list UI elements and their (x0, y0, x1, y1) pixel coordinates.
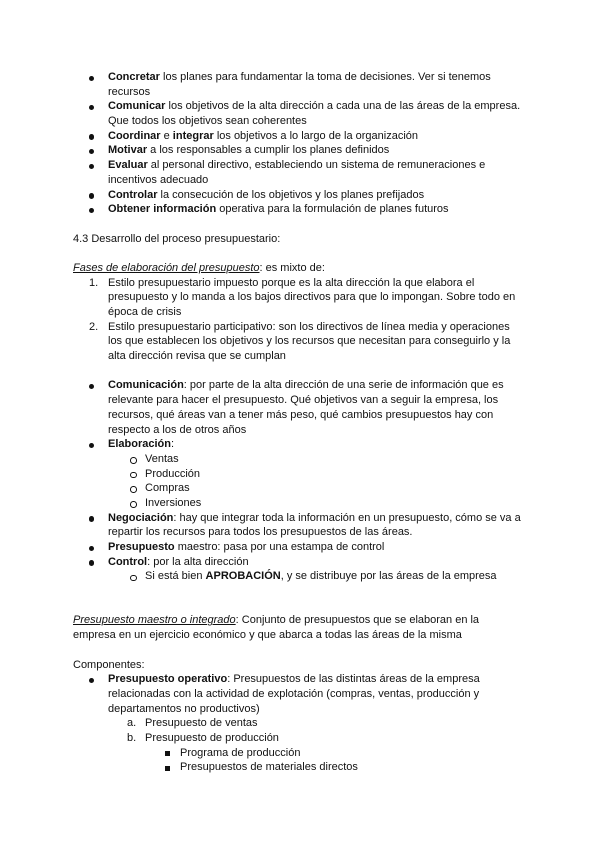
text-line (0, 320, 600, 335)
circle-bullet-icon (130, 457, 137, 464)
sub-list-item (0, 569, 600, 584)
text-line (0, 129, 600, 144)
list-number: 2. (89, 320, 99, 333)
text-line (0, 305, 600, 320)
bullet-icon (89, 516, 95, 522)
sub-list-item (0, 467, 600, 482)
objective-text: a los responsables a cumplir los planes definidos (147, 144, 390, 157)
component-label: Presupuesto operativo (108, 673, 228, 686)
step-label: Comunicación (108, 379, 184, 392)
approval-label: APROBACIÓN (205, 570, 281, 583)
objective-label: Concretar (108, 71, 160, 83)
sub-item-text: Producción (145, 467, 201, 480)
step-text: : (170, 438, 175, 451)
sub-item-text: Compras (145, 482, 190, 495)
objective-join: e (160, 129, 173, 142)
sub-list-item (0, 716, 600, 731)
bullet-icon (89, 678, 95, 684)
bullet-icon (89, 193, 95, 199)
sub-list-item (0, 452, 600, 467)
bullet-icon (89, 443, 95, 449)
bullet-icon (89, 149, 95, 155)
square-bullet-icon (165, 766, 170, 771)
text-line (0, 99, 600, 114)
text-line (0, 70, 600, 85)
sub-sub-item-text: Presupuestos de materiales directos (180, 761, 358, 774)
section-heading: 4.3 Desarrollo del proceso presupuestario: (73, 232, 281, 245)
bullet-icon (89, 546, 95, 552)
spacer (0, 643, 600, 658)
step-text: : por la alta dirección (147, 555, 249, 568)
components-list (0, 672, 600, 775)
objective-label: Evaluar (108, 159, 148, 172)
list-letter: a. (127, 717, 137, 730)
spacer (0, 246, 600, 261)
sub-sub-list-item (0, 760, 600, 775)
text-line (0, 173, 600, 188)
objective-label: Motivar (108, 144, 148, 157)
step-text: : hay que integrar toda la información en un presupuesto, cómo se va a (173, 511, 521, 524)
sub-item-text: Si está bien (145, 570, 206, 583)
text-line (0, 540, 600, 555)
budget-style-imposed (0, 276, 600, 320)
step-text: respecto a los de otros años (108, 423, 247, 436)
step-control (0, 555, 600, 584)
component-operativo (0, 672, 600, 775)
text-line (0, 393, 600, 408)
step-text: repartir los recursos para todos los presupuestos de las áreas. (108, 526, 413, 539)
text-line (0, 702, 600, 717)
sub-item-text: , y se distribuye por las áreas de la empresa (280, 570, 497, 583)
step-text: recursos, qué áreas van a tener más peso, qué cambios presupuestos hay con (108, 408, 494, 421)
objective-obtener-informacion (0, 202, 600, 217)
style-text: los que establecen los objetivos y los recursos que necesitan para conseguirlo y la (108, 335, 511, 348)
spacer (0, 217, 600, 232)
step-elaboracion (0, 437, 600, 510)
phases-intro (0, 261, 600, 276)
style-text: Estilo presupuestario impuesto porque es la alta dirección la que elabora el (108, 276, 475, 289)
objective-text: los planes para fundamentar la toma de decisiones. Ver si tenemos (159, 71, 491, 83)
objectives-list (0, 70, 600, 217)
style-text: presupuesto y lo manda a los bajos directivos para que lo impongan. Sobre todo en (108, 291, 516, 304)
text-line (0, 423, 600, 438)
square-bullet-icon (165, 751, 170, 756)
spacer (0, 584, 600, 599)
style-text: alta dirección revisa que se cumplan (108, 350, 286, 363)
step-comunicacion (0, 378, 600, 437)
text-line (0, 672, 600, 687)
style-text: época de crisis (108, 306, 182, 318)
bullet-icon (89, 105, 95, 111)
objective-text-continued: recursos (108, 85, 151, 98)
circle-bullet-icon (130, 575, 137, 582)
objective-text: los objetivos de la alta dirección a cada una de las áreas de la empresa. (165, 100, 521, 113)
text-line (0, 613, 600, 628)
objective-label: Coordinar (108, 129, 161, 142)
master-budget-title: Presupuesto maestro o integrado (73, 614, 236, 627)
list-number: 1. (89, 276, 99, 289)
step-text: relevante para hacer el presupuesto. Qué objetivos van a seguir la empresa, los (108, 394, 499, 407)
component-text: departamentos no productivos) (108, 702, 260, 715)
step-label: Elaboración (108, 438, 171, 451)
sub-sub-item-text: Programa de producción (180, 746, 301, 759)
objective-text-continued: Que todos los objetivos sean coherentes (108, 115, 307, 128)
budget-style-participative (0, 320, 600, 364)
text-line (0, 334, 600, 349)
list-letter: b. (127, 731, 137, 744)
sub-item-text: Inversiones (145, 496, 202, 509)
component-text: relacionadas con la actividad de explotación (compras, ventas, producción y (108, 687, 480, 700)
sub-sub-list-item (0, 746, 600, 761)
phases-intro-text: : es mixto de: (259, 261, 325, 274)
text-line (0, 628, 600, 643)
objective-coordinar (0, 129, 600, 144)
text-line (0, 687, 600, 702)
objective-text: la consecución de los objetivos y los planes prefijados (157, 188, 425, 201)
objective-label: Comunicar (108, 100, 166, 113)
objective-concretar (0, 70, 600, 99)
objective-text: los objetivos a lo largo de la organización (213, 129, 419, 142)
spacer (0, 599, 600, 614)
text-line (0, 437, 600, 452)
step-label: Presupuesto (108, 541, 175, 553)
text-line (0, 202, 600, 217)
step-label: Control (108, 555, 148, 568)
text-line (0, 525, 600, 540)
sub-item-text: Ventas (145, 452, 179, 465)
circle-bullet-icon (130, 501, 137, 508)
bullet-icon (89, 208, 95, 214)
step-label: Negociación (108, 511, 174, 524)
bullet-icon (89, 76, 95, 82)
objective-controlar (0, 188, 600, 203)
sub-item-text: Presupuesto de producción (145, 731, 279, 744)
step-text: : por parte de la alta dirección de una serie de información que es (183, 379, 504, 392)
sub-list-item (0, 496, 600, 511)
objective-evaluar (0, 158, 600, 187)
text-line (0, 349, 600, 364)
objective-text: operativa para la formulación de planes futuros (216, 203, 449, 216)
master-budget-text: empresa en un ejercicio económico y que abarca a todas las áreas de la misma (73, 629, 462, 642)
sub-list-item (0, 481, 600, 496)
objective-text: al personal directivo, estableciendo un sistema de remuneraciones e (147, 159, 486, 172)
objective-comunicar (0, 99, 600, 128)
bullet-icon (89, 384, 95, 390)
bullet-icon (89, 164, 95, 170)
objective-label: Obtener información (108, 203, 217, 216)
style-text: Estilo presupuestario participativo: son los directivos de línea media y operaciones (108, 320, 510, 333)
text-line (0, 290, 600, 305)
objective-label-secondary: integrar (172, 129, 214, 142)
phases-title: Fases de elaboración del presupuesto (73, 261, 260, 274)
process-steps-list (0, 378, 600, 584)
step-text: maestro: pasa por una estampa de control (174, 541, 385, 553)
objective-label: Controlar (108, 188, 158, 201)
text-line (0, 276, 600, 291)
text-line (0, 188, 600, 203)
budget-styles-list (0, 276, 600, 364)
bullet-icon (89, 560, 95, 566)
spacer (0, 364, 600, 379)
objective-text-continued: incentivos adecuado (108, 173, 209, 186)
text-line (0, 158, 600, 173)
text-line (0, 143, 600, 158)
text-line (0, 114, 600, 129)
circle-bullet-icon (130, 486, 137, 493)
step-negociacion (0, 511, 600, 540)
text-line (0, 378, 600, 393)
text-line (0, 511, 600, 526)
sub-item-text: Presupuesto de ventas (145, 717, 258, 730)
circle-bullet-icon (130, 472, 137, 479)
text-line (0, 408, 600, 423)
components-heading: Componentes: (73, 658, 145, 671)
master-budget-text: : Conjunto de presupuestos que se elaboran en la (235, 614, 480, 627)
sub-list-item (0, 731, 600, 746)
master-budget-definition (0, 613, 600, 642)
objective-motivar (0, 143, 600, 158)
text-line (0, 555, 600, 570)
component-text: : Presupuestos de las distintas áreas de la empresa (227, 673, 480, 686)
bullet-icon (89, 134, 95, 140)
text-line (0, 85, 600, 100)
step-presupuesto-maestro (0, 540, 600, 555)
